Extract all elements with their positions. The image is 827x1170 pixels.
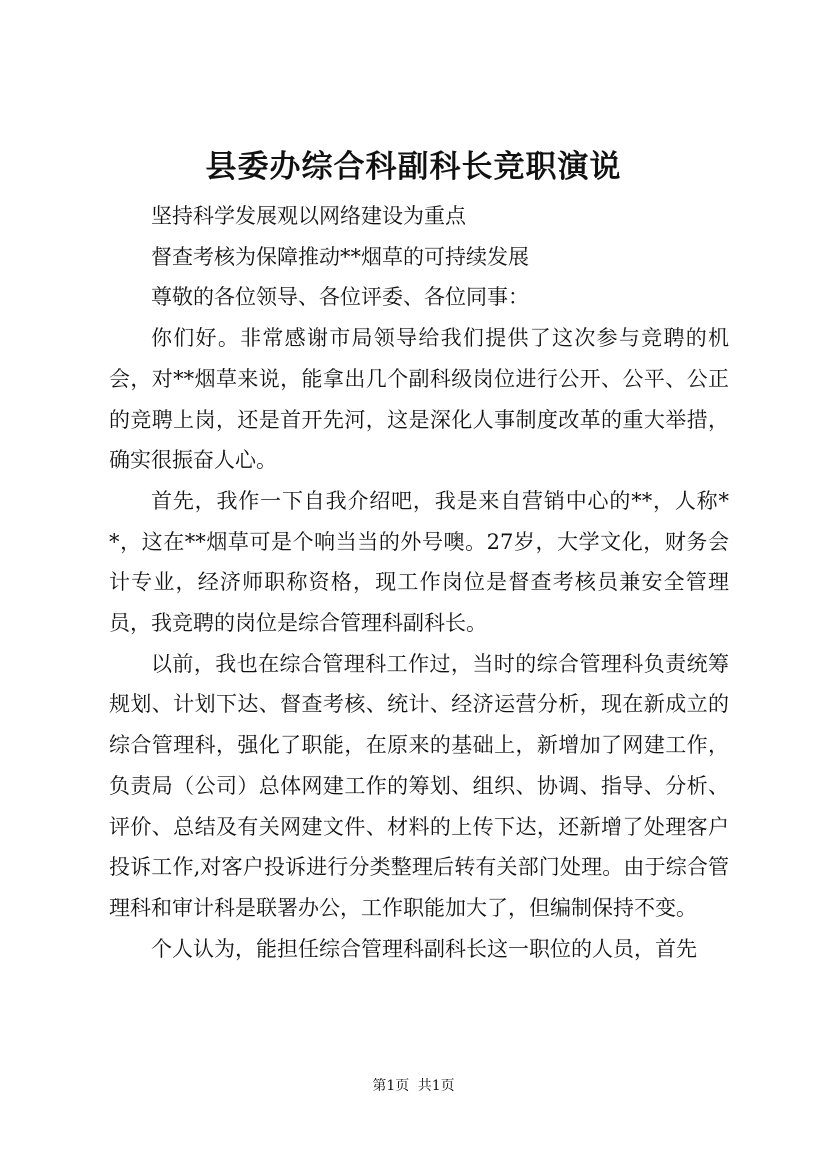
page-footer <box>0 1076 827 1096</box>
document-title: 县委办综合科副科长竞职演说 <box>205 149 622 185</box>
paragraph-self-introduction: 首先，我作一下自我介绍吧，我是来自营销中心的**，人称**，这在**烟草可是个响当当的外号噢。27岁，大学文化，财务会计专业，经济师职称资格，现工作岗位是督查考核员兼安全管理员，我竞聘的岗位是综合管理科副科长。 <box>109 488 729 636</box>
page-number: 第1页 <box>372 1078 410 1094</box>
paragraph-personal-view: 个人认为，能担任综合管理科副科长这一职位的人员，首先 <box>151 936 697 961</box>
paragraph-subtitle-1: 坚持科学发展观以网络建设为重点 <box>151 204 466 228</box>
paragraph-greeting: 你们好。非常感谢市局领导给我们提供了这次参与竞聘的机会，对**烟草来说，能拿出几个副科级岗位进行公开、公平、公正的竞聘上岗，还是首开先河，这是深化人事制度改革的重大举措，确实很振奋人心。 <box>109 326 729 473</box>
paragraph-subtitle-2: 督查考核为保障推动**烟草的可持续发展 <box>151 244 529 269</box>
page-total: 共1页 <box>417 1078 455 1094</box>
document-body <box>109 196 729 969</box>
paragraph-salutation: 尊敬的各位领导、各位评委、各位同事： <box>151 285 529 310</box>
paragraph-department-duties: 以前，我也在综合管理科工作过，当时的综合管理科负责统筹规划、计划下达、督查考核、统计、经济运营分析，现在新成立的综合管理科，强化了职能，在原来的基础上，新增加了网建工作，负责局（公司）总体网建工作的筹划、组织、协调、指导、分析、评价、总结及有关网建文件、材料的上传下达，还新增了处理客户投诉工作,对客户投诉进行分类整理后转有关部门处理。由于综合管理科和审计科是联署办公，工作职能加大了，但编制保持不变。 <box>109 651 729 920</box>
